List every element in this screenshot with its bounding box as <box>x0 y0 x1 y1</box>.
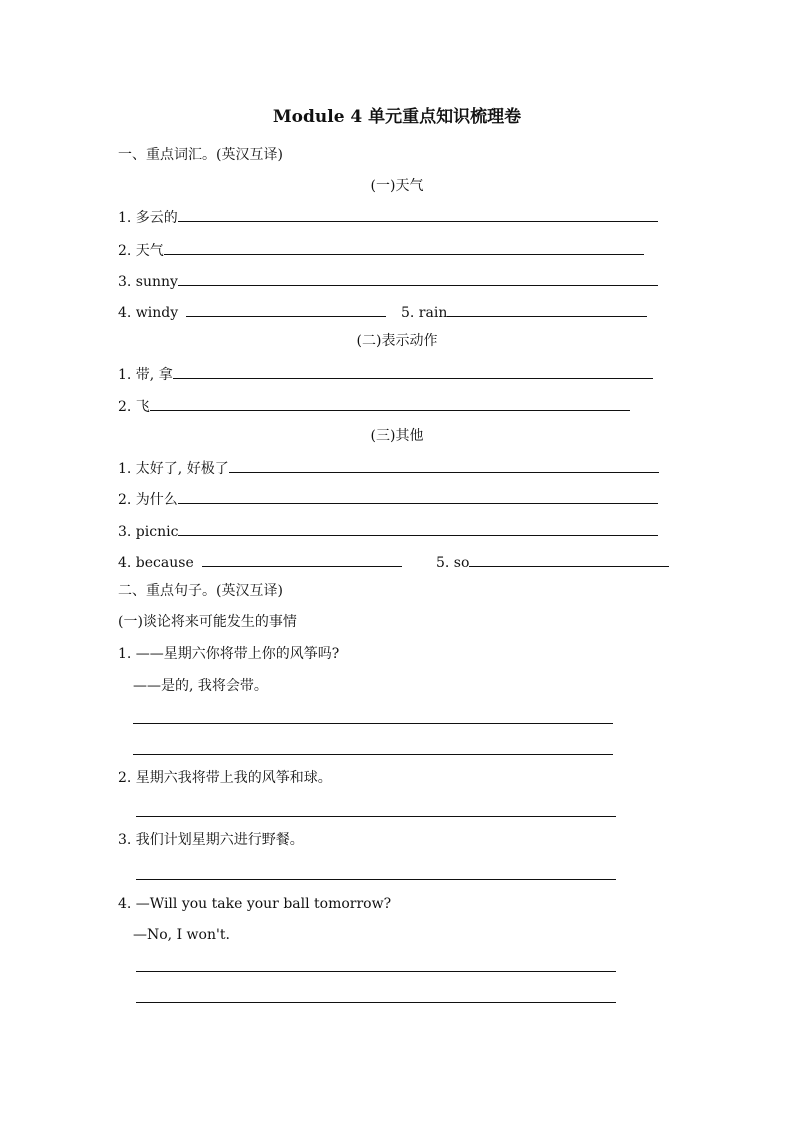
vocab-item-fly <box>118 396 630 416</box>
vocab-prompt: 3. sunny <box>118 274 178 290</box>
page-title: Module 4 单元重点知识梳理卷 <box>272 107 522 127</box>
vocab-prompt: 4. because <box>118 555 194 571</box>
sentence-q1-line1: 1. ——星期六你将带上你的风筝吗? <box>118 646 340 662</box>
answer-blank[interactable] <box>229 458 659 473</box>
vocab-prompt: 2. 飞 <box>118 399 150 415</box>
section2-heading: 二、重点句子。(英汉互译) <box>118 583 283 599</box>
answer-blank[interactable] <box>447 302 647 317</box>
vocab-item-cloudy <box>118 207 658 227</box>
answer-blank[interactable] <box>202 552 402 567</box>
answer-line[interactable] <box>133 723 613 724</box>
group2-heading: (二)表示动作 <box>356 333 438 349</box>
vocab-prompt: 2. 为什么 <box>118 492 178 508</box>
vocab-item-windy <box>118 302 386 322</box>
sentence-q4-line1: 4. —Will you take your ball tomorrow? <box>118 896 392 912</box>
vocab-prompt: 5. rain <box>401 305 448 321</box>
answer-blank[interactable] <box>173 364 653 379</box>
answer-blank[interactable] <box>178 521 658 536</box>
vocab-item-why <box>118 489 658 509</box>
sentence-q4-line2: —No, I won't. <box>133 927 230 943</box>
answer-blank[interactable] <box>469 552 669 567</box>
section1-heading: 一、重点词汇。(英汉互译) <box>118 147 283 163</box>
answer-line[interactable] <box>136 816 616 817</box>
vocab-prompt: 1. 太好了, 好极了 <box>118 461 229 477</box>
vocab-item-so <box>436 552 669 572</box>
vocab-item-weather <box>118 240 644 260</box>
answer-blank[interactable] <box>186 302 386 317</box>
answer-blank[interactable] <box>150 396 630 411</box>
answer-blank[interactable] <box>178 489 658 504</box>
vocab-item-rain <box>401 302 647 322</box>
sentence-q2: 2. 星期六我将带上我的风筝和球。 <box>118 770 332 786</box>
vocab-prompt: 4. windy <box>118 305 179 321</box>
answer-line[interactable] <box>133 754 613 755</box>
vocab-prompt: 1. 多云的 <box>118 210 178 226</box>
vocab-item-great <box>118 458 659 478</box>
vocab-prompt: 5. so <box>436 555 470 571</box>
answer-blank[interactable] <box>178 207 658 222</box>
answer-line[interactable] <box>136 1002 616 1003</box>
vocab-prompt: 1. 带, 拿 <box>118 367 173 383</box>
group1-heading: (一)天气 <box>370 178 424 194</box>
answer-blank[interactable] <box>164 240 644 255</box>
vocab-item-sunny <box>118 271 658 291</box>
vocab-item-picnic <box>118 521 658 541</box>
vocab-item-because <box>118 552 402 572</box>
section2-group1-heading: (一)谈论将来可能发生的事情 <box>118 614 297 630</box>
vocab-prompt: 2. 天气 <box>118 243 164 259</box>
vocab-prompt: 3. picnic <box>118 524 179 540</box>
vocab-item-take <box>118 364 653 384</box>
group3-heading: (三)其他 <box>370 428 424 444</box>
answer-line[interactable] <box>136 971 616 972</box>
answer-line[interactable] <box>136 879 616 880</box>
answer-blank[interactable] <box>178 271 658 286</box>
sentence-q3: 3. 我们计划星期六进行野餐。 <box>118 832 304 848</box>
sentence-q1-line2: ——是的, 我将会带。 <box>133 678 268 694</box>
